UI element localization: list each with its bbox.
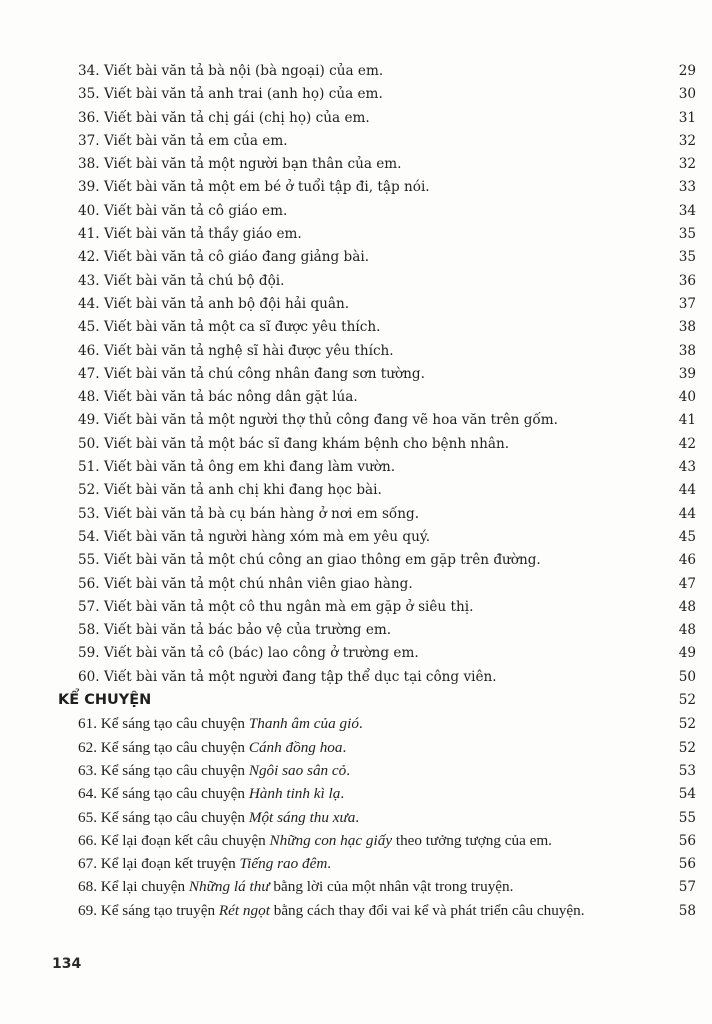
toc-entry-number: 64. (78, 785, 97, 803)
toc-entry (78, 130, 288, 153)
toc-entry-text: Viết bài văn tả chú bộ đội. (103, 272, 285, 289)
toc-entry-number: 38. (78, 156, 100, 173)
toc-entry-number: 63. (78, 761, 97, 779)
toc-entry (78, 596, 473, 619)
toc-entry-number: 41. (78, 226, 100, 243)
toc-entry-text: Viết bài văn tả nghệ sĩ hài được yêu thích. (103, 342, 394, 359)
toc-entry-text: Kể lại đoạn kết câu chuyện (100, 831, 270, 849)
toc-entry-text: Viết bài văn tả cô giáo em. (103, 202, 288, 219)
toc-entry-number: 36. (78, 109, 100, 126)
table-of-contents (58, 60, 696, 922)
toc-entry (78, 479, 382, 502)
toc-page-number: 55 (678, 809, 696, 826)
toc-page-number: 47 (678, 575, 696, 592)
section-page-number: 52 (678, 692, 696, 709)
toc-entry (78, 712, 363, 735)
toc-entry (78, 409, 558, 432)
page-folio: 134 (52, 956, 82, 972)
toc-entry (78, 875, 513, 898)
toc-entry-number: 53. (78, 505, 100, 522)
essay-list (78, 60, 696, 689)
toc-page-number: 38 (678, 319, 696, 336)
toc-entry-text: Viết bài văn tả chú công nhân đang sơn tường. (103, 365, 425, 382)
toc-row (78, 875, 696, 898)
toc-entry-number: 48. (78, 389, 100, 406)
toc-entry-text: . (327, 855, 332, 873)
toc-entry-number: 47. (78, 365, 100, 382)
toc-page-number: 36 (678, 272, 696, 289)
toc-row (78, 899, 696, 922)
toc-entry (78, 293, 349, 316)
toc-entry (78, 153, 402, 176)
toc-entry-text: Viết bài văn tả bà nội (bà ngoại) của em. (103, 63, 384, 79)
toc-row (78, 829, 696, 852)
toc-page-number: 50 (678, 668, 696, 685)
toc-entry-number: 59. (78, 645, 100, 662)
toc-entry-text: bằng lời của một nhân vật trong truyện. (269, 878, 514, 896)
toc-entry-number: 69. (78, 901, 97, 919)
toc-entry-number: 42. (78, 249, 100, 266)
toc-row (78, 479, 696, 502)
toc-entry (78, 176, 430, 199)
toc-row (78, 409, 696, 432)
toc-entry (78, 316, 380, 339)
toc-entry-text: Viết bài văn tả một người đang tập thể dục tại công viên. (103, 668, 497, 685)
toc-entry-text: Viết bài văn tả một người bạn thân của em. (103, 156, 402, 173)
toc-page-number: 58 (678, 902, 696, 919)
toc-page-number: 48 (678, 598, 696, 615)
toc-row (78, 340, 696, 363)
toc-entry (78, 642, 419, 665)
toc-entry-text: Viết bài văn tả bác bảo vệ của trường em. (103, 622, 392, 639)
toc-entry (78, 736, 346, 759)
toc-entry (78, 759, 350, 782)
toc-entry-number: 40. (78, 202, 100, 219)
toc-entry (78, 549, 541, 572)
toc-entry-number: 65. (78, 808, 97, 826)
story-title: Những con hạc giấy (269, 831, 393, 849)
toc-entry (78, 806, 359, 829)
toc-entry (78, 246, 369, 269)
toc-entry-text: Viết bài văn tả một bác sĩ đang khám bệnh cho bệnh nhân. (103, 435, 510, 452)
toc-row (78, 666, 696, 689)
toc-entry-number: 44. (78, 295, 100, 312)
section-title: KỂ CHUYỆN (58, 692, 152, 709)
toc-entry-text: Viết bài văn tả cô (bác) lao công ở trường em. (103, 645, 419, 662)
toc-entry-text: Viết bài văn tả bà cụ bán hàng ở nơi em sống. (103, 505, 420, 522)
toc-entry (78, 782, 344, 805)
toc-page-number: 56 (678, 832, 696, 849)
toc-row (78, 642, 696, 665)
story-title: Những lá thư (188, 878, 270, 896)
toc-row (78, 107, 696, 130)
toc-row (78, 782, 696, 805)
toc-row (78, 806, 696, 829)
toc-entry-number: 34. (78, 63, 100, 79)
toc-page-number: 54 (678, 786, 696, 803)
toc-page-number: 49 (678, 645, 696, 662)
toc-row (78, 549, 696, 572)
toc-row (78, 83, 696, 106)
toc-entry-number: 43. (78, 272, 100, 289)
toc-entry (78, 619, 391, 642)
story-title: Một sáng thu xưa (248, 808, 356, 826)
toc-entry-number: 57. (78, 598, 100, 615)
toc-page-number: 41 (678, 412, 696, 429)
toc-row (78, 293, 696, 316)
toc-entry-number: 58. (78, 622, 100, 639)
toc-entry-text: Viết bài văn tả em của em. (103, 132, 288, 149)
toc-entry (78, 60, 383, 83)
toc-entry-text: Viết bài văn tả người hàng xóm mà em yêu quý. (103, 528, 431, 545)
toc-entry (78, 503, 419, 526)
toc-page-number: 32 (678, 156, 696, 173)
toc-entry-text: Viết bài văn tả anh chị khi đang học bài. (103, 482, 382, 499)
toc-entry-text: . (342, 738, 347, 756)
toc-entry-number: 35. (78, 86, 100, 103)
toc-entry-text: Viết bài văn tả một cô thu ngân mà em gặp ở siêu thị. (103, 598, 474, 615)
toc-page-number: 57 (678, 879, 696, 896)
toc-row (78, 573, 696, 596)
toc-row (78, 246, 696, 269)
toc-entry-text: . (340, 785, 345, 803)
toc-page-number: 38 (678, 342, 696, 359)
toc-entry-number: 66. (78, 831, 97, 849)
story-list (78, 712, 696, 922)
toc-page-number: 37 (678, 295, 696, 312)
toc-page-number: 39 (678, 365, 696, 382)
toc-row (78, 176, 696, 199)
toc-page-number: 31 (678, 109, 696, 126)
toc-row (78, 200, 696, 223)
toc-entry-text: Kể sáng tạo câu chuyện (100, 785, 249, 803)
toc-entry-text: . (346, 761, 351, 779)
toc-entry-text: Viết bài văn tả anh bộ đội hải quân. (103, 295, 350, 312)
toc-entry (78, 573, 413, 596)
section-heading (58, 689, 696, 712)
toc-row (78, 596, 696, 619)
toc-row (78, 433, 696, 456)
toc-entry-text: Kể sáng tạo câu chuyện (100, 715, 249, 733)
toc-entry-text: Viết bài văn tả một người thợ thủ công đang vẽ hoa văn trên gốm. (103, 412, 558, 429)
toc-row (78, 526, 696, 549)
toc-entry (78, 270, 284, 293)
toc-entry-number: 62. (78, 738, 97, 756)
story-title: Ngôi sao sân cỏ (248, 761, 347, 779)
toc-page-number: 35 (678, 226, 696, 243)
toc-entry-text: Kể sáng tạo câu chuyện (100, 808, 249, 826)
toc-page-number: 48 (678, 622, 696, 639)
toc-page-number: 40 (678, 389, 696, 406)
toc-page-number: 56 (678, 856, 696, 873)
toc-page-number: 45 (678, 528, 696, 545)
toc-entry (78, 852, 331, 875)
toc-entry-number: 39. (78, 179, 100, 196)
toc-entry-text: Viết bài văn tả bác nông dân gặt lúa. (103, 389, 358, 406)
toc-entry (78, 223, 302, 246)
toc-row (78, 130, 696, 153)
toc-row (78, 223, 696, 246)
toc-entry-number: 46. (78, 342, 100, 359)
toc-entry-text: Viết bài văn tả anh trai (anh họ) của em. (103, 86, 383, 103)
toc-entry (78, 340, 394, 363)
story-title: Hành tinh kì lạ (248, 785, 341, 803)
toc-entry (78, 666, 497, 689)
toc-page-number: 44 (678, 505, 696, 522)
toc-entry-text: Viết bài văn tả thầy giáo em. (103, 226, 302, 243)
toc-entry (78, 456, 395, 479)
toc-row (78, 619, 696, 642)
toc-entry-text: Kể sáng tạo câu chuyện (100, 738, 249, 756)
toc-entry-text: Kể sáng tạo truyện (100, 901, 219, 919)
toc-entry-text: bằng cách thay đổi vai kể và phát triển câu chuyện. (269, 901, 585, 919)
story-title: Rét ngọt (218, 901, 270, 919)
toc-page-number: 43 (678, 459, 696, 476)
toc-page-number: 35 (678, 249, 696, 266)
toc-entry-number: 37. (78, 132, 100, 149)
toc-entry-text: Viết bài văn tả chị gái (chị họ) của em. (103, 109, 370, 126)
toc-page-number: 32 (678, 132, 696, 149)
toc-entry (78, 83, 383, 106)
toc-row (78, 759, 696, 782)
toc-row (78, 363, 696, 386)
toc-entry-number: 50. (78, 435, 100, 452)
toc-entry (78, 433, 509, 456)
toc-entry (78, 526, 430, 549)
toc-page-number: 34 (678, 202, 696, 219)
toc-page-number: 42 (678, 435, 696, 452)
toc-entry-text: Viết bài văn tả một chú nhân viên giao hàng. (103, 575, 413, 592)
toc-row (78, 270, 696, 293)
toc-entry-text: . (355, 808, 360, 826)
story-title: Tiếng rao đêm (239, 855, 328, 873)
toc-entry (78, 829, 552, 852)
toc-entry-number: 52. (78, 482, 100, 499)
toc-entry-number: 68. (78, 878, 97, 896)
toc-row (78, 153, 696, 176)
toc-entry-text: Viết bài văn tả cô giáo đang giảng bài. (103, 249, 370, 266)
toc-entry-number: 55. (78, 552, 100, 569)
toc-entry (78, 386, 358, 409)
toc-row (78, 736, 696, 759)
toc-entry (78, 107, 370, 130)
toc-entry-number: 49. (78, 412, 100, 429)
toc-entry-text: Kể lại đoạn kết truyện (100, 855, 240, 873)
toc-row (78, 316, 696, 339)
toc-page-number: 52 (678, 716, 696, 733)
toc-row (78, 503, 696, 526)
story-title: Cánh đồng hoa (248, 738, 343, 756)
toc-page-number: 29 (678, 63, 696, 79)
toc-entry-number: 67. (78, 855, 97, 873)
toc-entry-number: 45. (78, 319, 100, 336)
toc-entry-text: Viết bài văn tả một chú công an giao thông em gặp trên đường. (103, 552, 541, 569)
toc-entry-number: 51. (78, 459, 100, 476)
toc-entry-text: Kể sáng tạo câu chuyện (100, 761, 249, 779)
toc-page-number: 33 (678, 179, 696, 196)
toc-entry-number: 54. (78, 528, 100, 545)
toc-entry-text: Kể lại chuyện (100, 878, 189, 896)
toc-row (78, 456, 696, 479)
toc-entry-text: theo tưởng tượng của em. (392, 831, 552, 849)
toc-row (78, 60, 696, 83)
toc-page-number: 46 (678, 552, 696, 569)
toc-page-number: 53 (678, 762, 696, 779)
toc-entry-text: Viết bài văn tả ông em khi đang làm vườn. (103, 459, 396, 476)
story-title: Thanh âm của gió (248, 715, 359, 733)
toc-page-number: 52 (678, 739, 696, 756)
toc-entry (78, 899, 585, 922)
toc-entry-number: 56. (78, 575, 100, 592)
toc-entry-number: 61. (78, 715, 97, 733)
toc-row (78, 852, 696, 875)
toc-entry (78, 363, 425, 386)
toc-row (78, 712, 696, 735)
toc-row (78, 386, 696, 409)
toc-page-number: 44 (678, 482, 696, 499)
toc-entry (78, 200, 287, 223)
toc-entry-text: Viết bài văn tả một em bé ở tuổi tập đi, tập nói. (103, 179, 430, 196)
toc-entry-text: . (358, 715, 363, 733)
toc-page-number: 30 (678, 86, 696, 103)
toc-entry-text: Viết bài văn tả một ca sĩ được yêu thích. (103, 319, 381, 336)
toc-entry-number: 60. (78, 668, 100, 685)
